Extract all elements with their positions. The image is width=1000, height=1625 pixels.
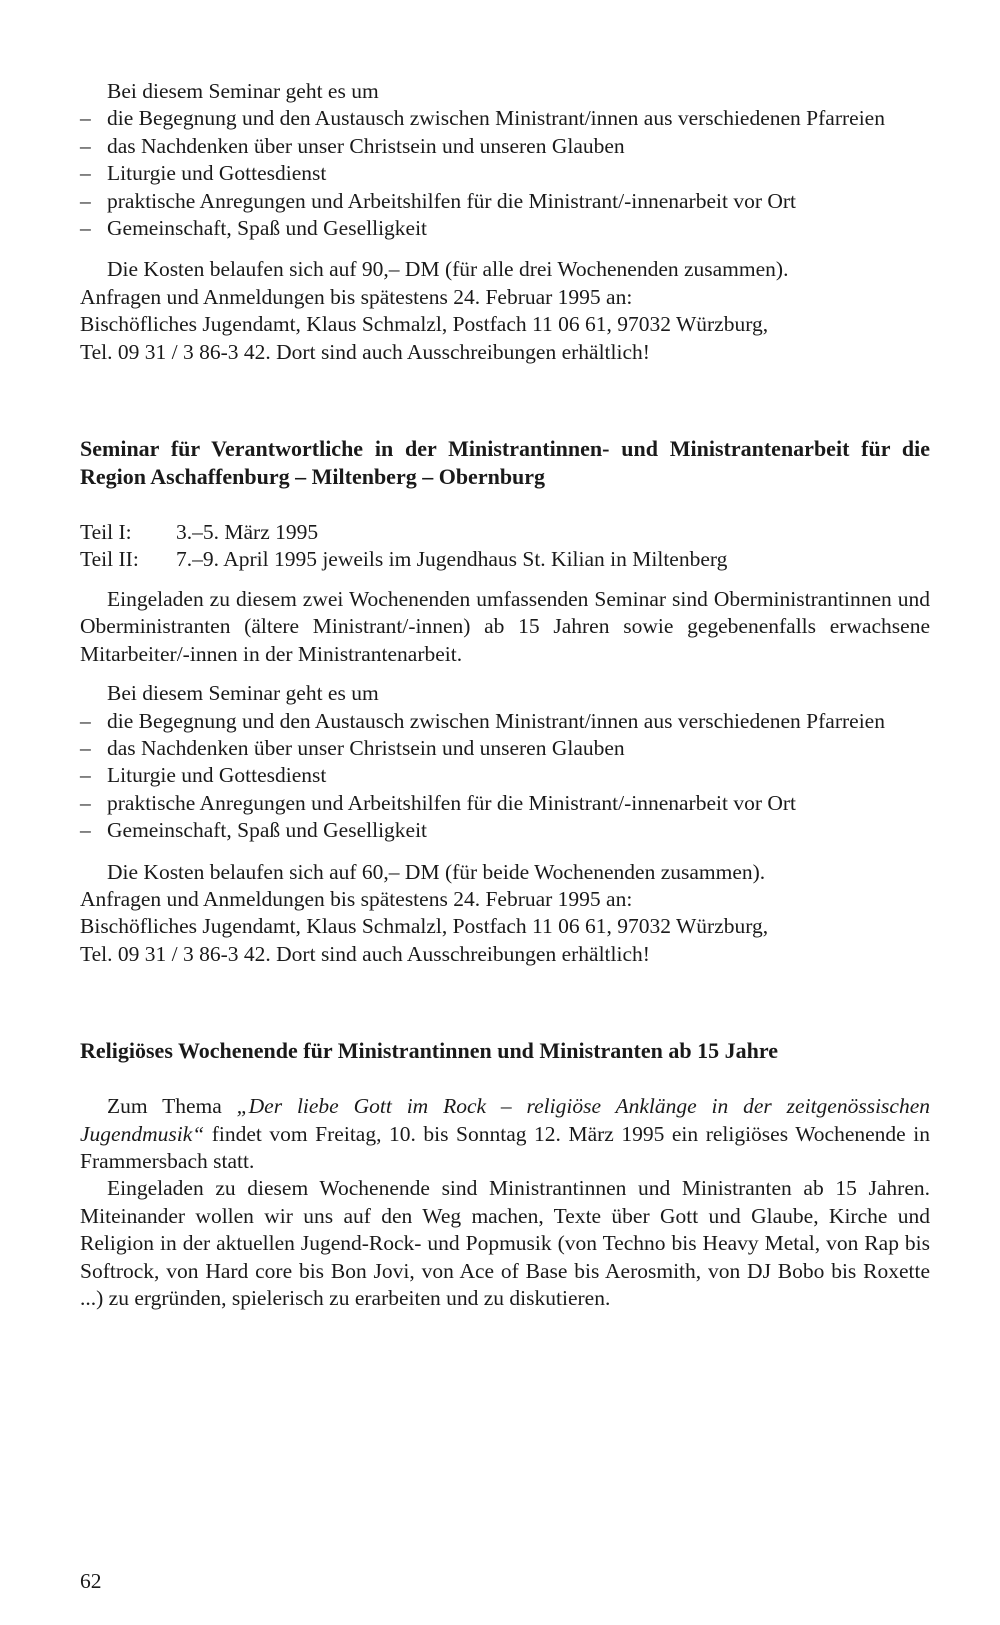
section1-address: Bischöfliches Jugendamt, Klaus Schmalzl, Postfach 11 06 61, 97032 Würzburg,: [80, 312, 769, 337]
theme-title: „Der liebe Gott im Rock – religiöse Anklänge in der zeitgenössischen Jugendmusik“: [80, 1094, 930, 1146]
section2-date-part2: [80, 546, 930, 573]
section2-heading: Seminar für Verantwortliche in der Ministrantinnen- und Ministrantenarbeit für die Region Aschaffenburg – Miltenberg – Obernburg: [80, 436, 930, 490]
list-item: – Liturgie und Gottesdienst: [80, 762, 930, 789]
section1-topic-list: [80, 105, 930, 242]
section1-costs: Die Kosten belaufen sich auf 90,– DM (für alle drei Wochenenden zusammen).: [107, 257, 789, 282]
section3-heading: Religiöses Wochenende für Ministrantinnen und Ministranten ab 15 Jahre: [80, 1038, 778, 1064]
theme-prefix: Zum Thema: [107, 1094, 237, 1119]
section1-inquiries: Anfragen und Anmeldungen bis spätestens 24. Februar 1995 an:: [80, 284, 633, 309]
list-item: – das Nachdenken über unser Christsein und unseren Glauben: [80, 735, 930, 762]
section3-theme-paragraph: [80, 1093, 930, 1175]
page-number: 62: [80, 1569, 102, 1593]
part2-label: Teil II:: [80, 547, 139, 572]
section3-invite: Eingeladen zu diesem Wochenende sind Ministrantinnen und Ministranten ab 15 Jahren. Miteinander wollen wir uns auf den Weg machen, Texte über Gott und Glaube, Kirche und Religion in der aktuellen Jugend-Rock- und Popmusik (von Techno bis Heavy Metal, von Rap bis Softrock, von Hard core bis Bon Jovi, von Ace of Base bis Aerosmith, von DJ Bobo bis Roxette ...) zu ergründen, spielerisch zu erarbeiten und zu diskutieren.: [80, 1176, 930, 1310]
list-item: – Gemeinschaft, Spaß und Geselligkeit: [80, 817, 930, 844]
section2-topic-list: [80, 708, 930, 845]
list-item: – Gemeinschaft, Spaß und Geselligkeit: [80, 215, 930, 242]
section2-inquiries: Anfragen und Anmeldungen bis spätestens 24. Februar 1995 an:: [80, 886, 633, 911]
section2-invite: Eingeladen zu diesem zwei Wochenenden umfassenden Seminar sind Oberministrantinnen und Oberministranten (ältere Ministrant/-innen) ab 15 Jahren sowie gegebenenfalls erwachsene Mitarbeiter/-innen in der Ministrantenarbeit.: [80, 586, 930, 666]
section2-intro: Bei diesem Seminar geht es um: [107, 681, 379, 706]
section2-address: Bischöfliches Jugendamt, Klaus Schmalzl, Postfach 11 06 61, 97032 Würzburg,: [80, 914, 769, 939]
part1-dates: 3.–5. März 1995: [176, 520, 319, 545]
list-item: – praktische Anregungen und Arbeitshilfen für die Ministrant/-innenarbeit vor Ort: [80, 790, 930, 817]
section1-intro: Bei diesem Seminar geht es um: [107, 79, 379, 103]
part1-label: Teil I:: [80, 520, 132, 545]
list-item: – praktische Anregungen und Arbeitshilfen für die Ministrant/-innenarbeit vor Ort: [80, 188, 930, 215]
section2-costs: Die Kosten belaufen sich auf 60,– DM (für beide Wochenenden zusammen).: [107, 859, 766, 884]
section2-phone: Tel. 09 31 / 3 86-3 42. Dort sind auch Ausschreibungen erhältlich!: [80, 941, 650, 966]
theme-suffix: findet vom Freitag, 10. bis Sonntag 12. März 1995 ein religiöses Wochenende in Frammersbach statt.: [80, 1121, 930, 1173]
document-page: [80, 78, 930, 1312]
list-item: – die Begegnung und den Austausch zwischen Ministrant/innen aus verschiedenen Pfarreien: [80, 708, 930, 735]
section1-phone: Tel. 09 31 / 3 86-3 42. Dort sind auch Ausschreibungen erhältlich!: [80, 339, 650, 364]
section2-date-part1: [80, 519, 930, 546]
list-item: – das Nachdenken über unser Christsein und unseren Glauben: [80, 133, 930, 160]
part2-dates: 7.–9. April 1995 jeweils im Jugendhaus St. Kilian in Miltenberg: [176, 547, 728, 572]
list-item: – die Begegnung und den Austausch zwischen Ministrant/innen aus verschiedenen Pfarreien: [80, 105, 930, 132]
list-item: – Liturgie und Gottesdienst: [80, 160, 930, 187]
